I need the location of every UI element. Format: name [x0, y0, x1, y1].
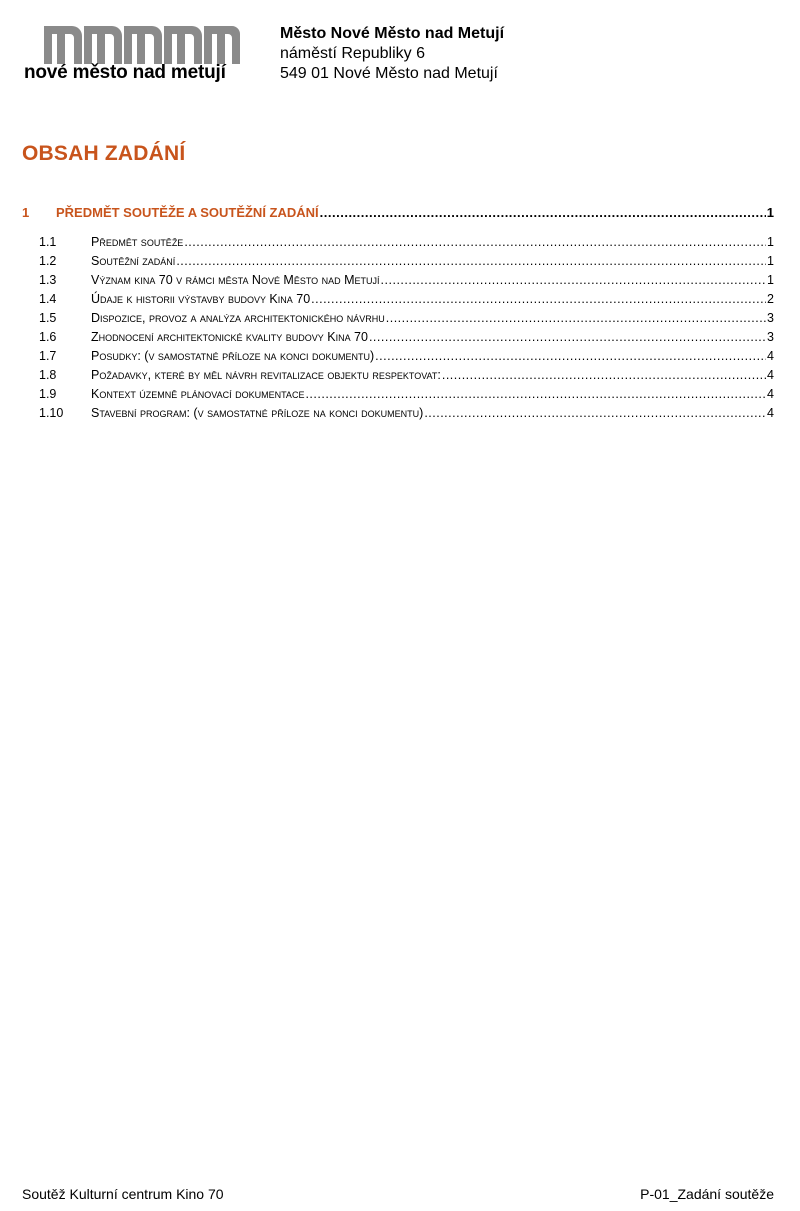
toc-entry-page: 4 — [767, 349, 774, 363]
toc-entry-title: Posudky: (v samostatné příloze na konci dokumentu) — [91, 349, 375, 363]
toc-entry-title: Zhodnocení architektonické kvality budovy Kina 70 — [91, 330, 368, 344]
toc-heading: OBSAH ZADÁNÍ — [22, 142, 186, 165]
toc-entry-title: Předmět soutěže — [91, 235, 184, 249]
toc-entry-page: 3 — [767, 330, 774, 344]
city-logo-graphic — [44, 26, 240, 64]
toc-chapter-number: 1 — [22, 205, 30, 220]
toc-entry-number: 1.6 — [39, 330, 57, 344]
toc-dot-leader — [305, 387, 766, 401]
toc-entry[interactable] — [22, 235, 774, 254]
toc-entry-title: Dispozice, provoz a analýza architektonického návrhu — [91, 311, 385, 325]
toc-entry-page: 4 — [767, 406, 774, 420]
toc-entry[interactable] — [22, 292, 774, 311]
footer-right-text: P-01_Zadání soutěže — [640, 1186, 774, 1202]
city-logo — [22, 22, 247, 86]
toc-chapter-title: PŘEDMĚT SOUTĚŽE A SOUTĚŽNÍ ZADÁNÍ — [56, 205, 319, 220]
organization-name: Město Nové Město nad Metují — [280, 25, 505, 42]
toc-chapter-1[interactable] — [22, 205, 774, 225]
toc-entry-page: 1 — [767, 273, 774, 287]
toc-entry-page: 1 — [767, 254, 774, 268]
toc-entry-number: 1.8 — [39, 368, 57, 382]
toc-entry-page: 3 — [767, 311, 774, 325]
toc-dot-leader — [386, 311, 766, 325]
toc-chapter-page: 1 — [766, 205, 774, 220]
toc-dot-leader — [176, 254, 766, 268]
toc-dot-leader — [369, 330, 766, 344]
city-address: 549 01 Nové Město nad Metují — [280, 65, 498, 82]
toc-dot-leader — [442, 368, 766, 382]
toc-entry-title: Požadavky, které by měl návrh revitalizace objektu respektovat: — [91, 368, 441, 382]
toc-entry-page: 1 — [767, 235, 774, 249]
toc-entries — [22, 235, 774, 425]
toc-entry-number: 1.10 — [39, 406, 64, 420]
toc-entry-number: 1.7 — [39, 349, 57, 363]
toc-entry-page: 4 — [767, 387, 774, 401]
toc-dot-leader — [424, 406, 766, 420]
toc-dot-leader — [184, 235, 766, 249]
toc-entry-number: 1.5 — [39, 311, 57, 325]
toc-entry[interactable] — [22, 273, 774, 292]
toc-entry[interactable] — [22, 406, 774, 425]
toc-entry-title: Stavební program: (v samostatné příloze na konci dokumentu) — [91, 406, 424, 420]
toc-entry-page: 4 — [767, 368, 774, 382]
toc-entry-number: 1.9 — [39, 387, 57, 401]
toc-entry-number: 1.3 — [39, 273, 57, 287]
city-logo-text: nové město nad metují — [24, 62, 226, 83]
toc-entry[interactable] — [22, 254, 774, 273]
toc-entry-title: Kontext územně plánovací dokumentace — [91, 387, 305, 401]
page-footer — [22, 1186, 774, 1202]
footer-left-text: Soutěž Kulturní centrum Kino 70 — [22, 1186, 224, 1202]
address-block — [280, 24, 504, 84]
toc-entry[interactable] — [22, 311, 774, 330]
toc-entry-number: 1.4 — [39, 292, 57, 306]
toc-entry[interactable] — [22, 387, 774, 406]
toc-dot-leader — [311, 292, 766, 306]
toc-entry-page: 2 — [767, 292, 774, 306]
toc-entry-number: 1.2 — [39, 254, 57, 268]
toc-dot-leader — [375, 349, 766, 363]
toc-entry-title: Význam kina 70 v rámci města Nové Město nad Metují — [91, 273, 380, 287]
street-address: náměstí Republiky 6 — [280, 45, 425, 62]
toc-entry[interactable] — [22, 368, 774, 387]
toc-entry[interactable] — [22, 330, 774, 349]
table-of-contents — [22, 205, 774, 425]
toc-entry[interactable] — [22, 349, 774, 368]
toc-entry-title: Údaje k historii výstavby budovy Kina 70 — [91, 292, 311, 306]
toc-dot-leader — [320, 205, 766, 220]
toc-entry-number: 1.1 — [39, 235, 57, 249]
toc-dot-leader — [381, 273, 767, 287]
toc-entry-title: Soutěžní zadání — [91, 254, 176, 268]
